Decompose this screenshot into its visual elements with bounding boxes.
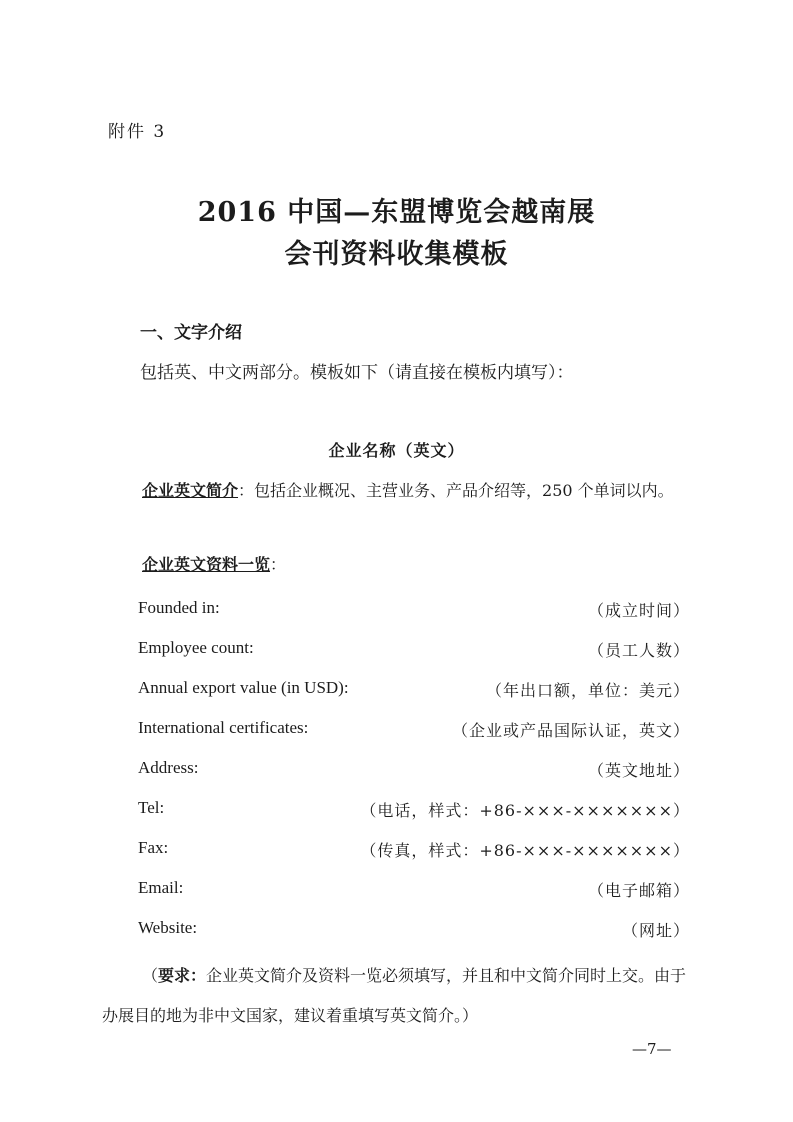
info-field-label: Fax:	[138, 838, 169, 857]
info-field-label: Tel:	[138, 798, 165, 817]
document-title-line2: 会刊资料收集模板	[284, 239, 509, 270]
info-field-label: Annual export value (in USD):	[138, 678, 349, 697]
info-field-hint: （电子邮箱）	[587, 881, 690, 900]
info-field-label: Website:	[138, 918, 198, 937]
profile-paragraph	[104, 474, 694, 508]
section-heading: 一、文字介绍	[140, 323, 242, 343]
info-field-hint: （传真，样式：+86-×××-×××××××）	[360, 841, 690, 860]
info-field-label: Founded in:	[138, 598, 220, 617]
requirement-label: 要求：	[158, 966, 207, 985]
info-field-hint: （员工人数）	[587, 641, 690, 660]
info-field-hint: （网址）	[621, 921, 690, 940]
info-row	[138, 678, 690, 701]
info-row	[138, 918, 690, 941]
info-field-label: International certificates:	[138, 718, 309, 737]
info-field-hint: （年出口额，单位：美元）	[485, 681, 690, 700]
info-field-hint: （成立时间）	[587, 601, 690, 620]
info-field-label: Address:	[138, 758, 199, 777]
info-field-hint: （英文地址）	[587, 761, 690, 780]
info-list-label: 企业英文资料一览	[142, 555, 271, 574]
info-field-label: Employee count:	[138, 638, 254, 657]
page-number: —7—	[632, 1040, 672, 1058]
info-row	[138, 638, 690, 661]
requirement-open-paren: （	[142, 966, 159, 985]
attachment-label: 附件 3	[108, 122, 167, 142]
info-row	[138, 758, 690, 781]
info-row	[138, 798, 690, 821]
info-row	[138, 718, 690, 741]
info-row	[138, 598, 690, 621]
profile-text: ：包括企业概况、主营业务、产品介绍等，250 个单词以内。	[238, 481, 674, 500]
document-title-line1: 2016 中国—东盟博览会越南展	[197, 197, 596, 228]
requirement-text: 企业英文简介及资料一览必须填写，并且和中文简介同时上交。由于办展目的地为非中文国家，建议着重填写英文简介。）	[102, 966, 687, 1025]
info-field-hint: （企业或产品国际认证，英文）	[451, 721, 690, 740]
info-list-heading	[142, 552, 286, 575]
section-intro: 包括英、中文两部分。模板如下（请直接在模板内填写）：	[140, 363, 574, 383]
info-field-hint: （电话，样式：+86-×××-×××××××）	[360, 801, 690, 820]
profile-label: 企业英文简介	[142, 481, 239, 500]
info-field-label: Email:	[138, 878, 184, 897]
company-name-heading: 企业名称（英文）	[328, 441, 465, 460]
info-row	[138, 838, 690, 861]
requirement-paragraph	[102, 956, 694, 1036]
info-row	[138, 878, 690, 901]
info-list-colon: ：	[270, 555, 287, 574]
